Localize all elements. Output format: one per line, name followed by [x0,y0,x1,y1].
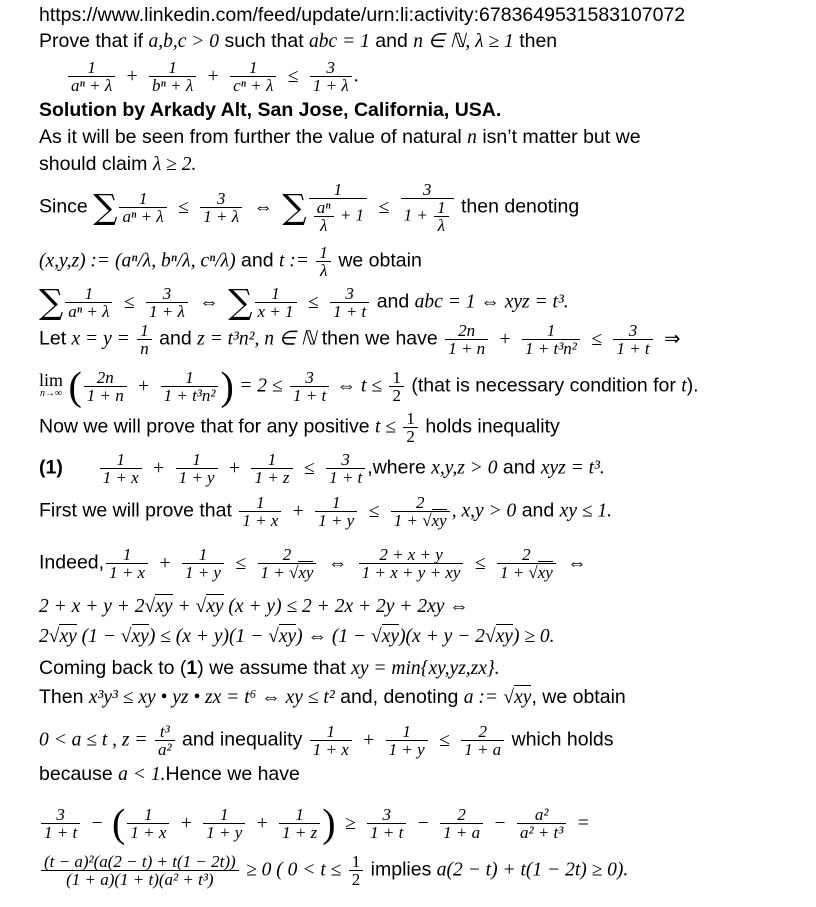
coming-back-line: Coming back to (1) we assume that xy = min{xy,yz,zx}. [39,657,500,679]
limit-line: lim n→∞ ( $\frac{2n}{1 + n}$ + $\frac{1}{\text{1 + t³n²}}$ ) = 2 ≤ $\frac{3}{1 + t}$ ⇔ t ≤ $\frac{1}{2}$ (that is necessary condition for t). [39,363,699,409]
now-prove-line: Now we will prove that for any positive t ≤ $\frac{1}{2}$ holds inequality [39,409,560,446]
difference-line: $\frac{3}{1 + t}$ − ( $\frac{1}{1 + x}$ + $\frac{1}{1 + y}$ + $\frac{1}{1 + z}$ ) ≥ $\frac{3}{1 + t}$ − $\frac{2}{1 + a}$ − $\frac{\text{a²}}{\text{a² + t³}}$ = [39,806,593,841]
remark-line-1: As it will be seen from further the value of natural n isn’t matter but we [39,126,641,148]
main-inequality: $\frac{1}{\text{aⁿ + λ}}$ + $\frac{1}{\text{bⁿ + λ}}$ + $\frac{1}{\text{cⁿ + λ}}$ ≤ $\frac{3}{1 + \lambda}$ . [66,59,359,94]
indeed-line: Indeed, $\frac{1}{1 + x}$ + $\frac{1}{1 + y}$ ≤ $\frac{2}{1 + √xy}$ ⇔ $\frac{2 + x + y}{1 + x + y + xy}$ ≤ $\frac{2}{1 + √xy}$ ⇔ [39,545,587,582]
final-line: $\frac{\text{(t − a)²(a(2 − t) + t(1 − 2t))}}{\text{(1 + a)(1 + t)(a² + t³)}}$ ≥ 0 ( 0 < t ≤ $\frac{1}{2}$ implies a(2 − t) + t(1 − 2t) ≥ 0). [39,853,628,888]
solution-heading: Solution by Arkady Alt, San Jose, California, USA. [39,99,502,121]
because-line: because a < 1.Hence we have [39,763,300,785]
source-url[interactable]: https://www.linkedin.com/feed/update/urn:li:activity:6783649531583107072 [39,4,686,26]
inequality-1: (1) $\frac{1}{1 + x}$ + $\frac{1}{1 + y}$ + $\frac{1}{1 + z}$ ≤ $\frac{3}{1 + t}$ ,where x,y,z > 0 and xyz = t³. [39,450,605,487]
then-line: Then x³y³ ≤ xy • yz • zx = t⁶ ⇔ xy ≤ t² and, denoting a := √xy, we obtain [39,686,626,708]
obtain-line: ∑ $\frac{1}{\text{aⁿ + λ}}$ ≤ $\frac{3}{1 + \lambda}$ ⇔ ∑ $\frac{1}{x + 1}$ ≤ $\frac{3}{1 + t}$ and abc = 1 ⇔ xyz = t³. [39,282,569,323]
problem-statement: Prove that if a,b,c > 0 such that abc = 1 and n ∈ ℕ, λ ≥ 1 then [39,30,558,52]
let-x-line: Let x = y = $\frac{1}{n}$ and z = t³n², n ∈ ℕ then we have $\frac{2n}{1 + n}$ + $\frac{1}{\text{1 + t³n²}}$ ≤ $\frac{3}{1 + t}$ ⇒ [39,321,681,358]
remark-line-2: should claim λ ≥ 2. [39,153,197,175]
a-bound-line: 0 < a ≤ t , z = $\frac{\text{t³}}{\text{a²}}$ and inequality $\frac{1}{1 + x}$ + $\frac{1}{1 + y}$ ≤ $\frac{2}{1 + a}$ which holds [39,722,614,759]
factor-line: 2√xy (1 − √xy) ≤ (x + y)(1 − √xy) ⇔ (1 − √xy)(x + y − 2√xy) ≥ 0. [39,626,555,647]
since-line: Since ∑ $\frac{1}{\text{aⁿ + λ}}$ ≤ $\frac{3}{1 + \lambda}$ ⇔ ∑ 1 $\frac{\text{aⁿ}}{\lambda}$ + 1 ≤ 3 1 + $\frac{1}{\lambda}$ then denoting [39,180,580,235]
first-prove-line: First we will prove that $\frac{1}{1 + x}$ + $\frac{1}{1 + y}$ ≤ $\frac{2}{1 + √xy}$ , x,y > 0 and xy ≤ 1. [39,493,613,530]
denoting-line: (x,y,z) := (aⁿ/λ, bⁿ/λ, cⁿ/λ) and t := $\frac{1}{\lambda}$ we obtain [39,243,422,280]
expansion-line: 2 + x + y + 2√xy + √xy (x + y) ≤ 2 + 2x + 2y + 2xy ⇔ [39,596,469,617]
